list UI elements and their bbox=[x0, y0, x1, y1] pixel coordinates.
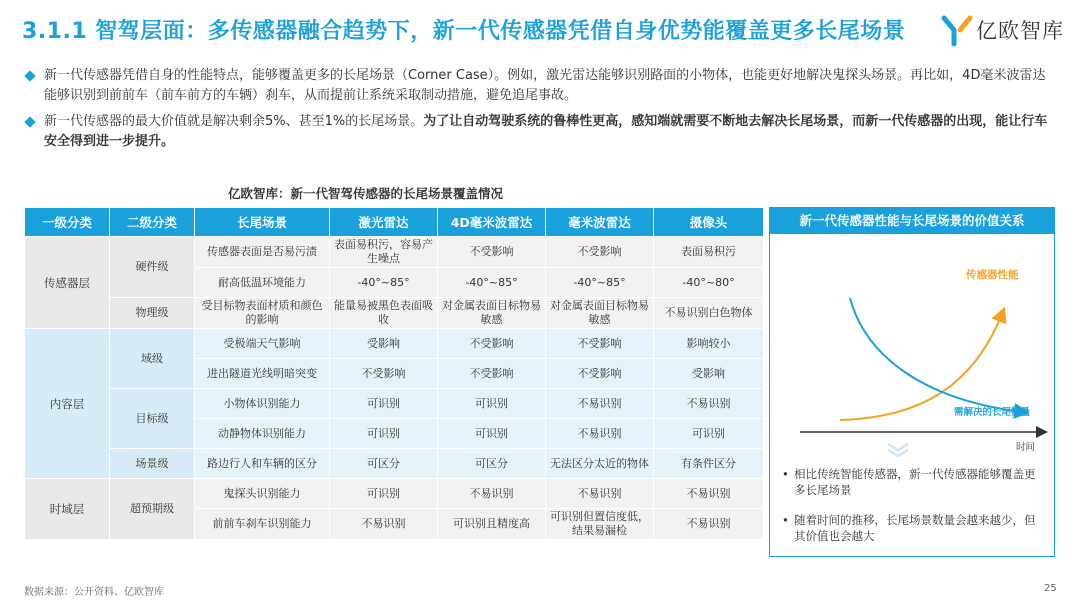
header-cell: 4D毫米波雷达 bbox=[438, 208, 546, 237]
scenario-cell: 耐高低温环境能力 bbox=[195, 268, 330, 298]
scenario-cell: 动静物体识别能力 bbox=[195, 419, 330, 449]
coverage-cell: 对金属表面目标物易敏感 bbox=[438, 298, 546, 329]
coverage-cell: 不易识别 bbox=[330, 509, 438, 540]
header-cell: 毫米波雷达 bbox=[546, 208, 654, 237]
coverage-cell: 不易识别 bbox=[546, 389, 654, 419]
bullet-list bbox=[26, 66, 1056, 158]
header-cell: 摄像头 bbox=[654, 208, 764, 237]
panel-note bbox=[782, 466, 1046, 498]
time-axis-label: 时间 bbox=[1016, 442, 1036, 453]
coverage-cell: 不易识别 bbox=[654, 509, 764, 540]
coverage-cell: 不受影响 bbox=[438, 359, 546, 389]
coverage-cell: 不易识别白色物体 bbox=[654, 298, 764, 329]
panel-note bbox=[782, 512, 1046, 544]
panel-note-text: 随着时间的推移，长尾场景数量会越来越少，但其价值也会越大 bbox=[794, 513, 1036, 543]
table-header-row bbox=[25, 208, 764, 237]
level1-category-cell: 内容层 bbox=[25, 329, 110, 479]
level2-category-cell: 硬件级 bbox=[110, 237, 195, 298]
table-row bbox=[25, 389, 764, 419]
bullet-dot-icon: • bbox=[782, 467, 789, 481]
coverage-cell: -40°~85° bbox=[546, 268, 654, 298]
level1-category-cell: 时域层 bbox=[25, 479, 110, 540]
coverage-cell: 可识别且精度高 bbox=[438, 509, 546, 540]
panel-title: 新一代传感器性能与长尾场景的价值关系 bbox=[770, 208, 1054, 234]
coverage-cell: 不受影响 bbox=[330, 359, 438, 389]
scenario-cell: 小物体识别能力 bbox=[195, 389, 330, 419]
header-cell: 二级分类 bbox=[110, 208, 195, 237]
coverage-cell: 可识别 bbox=[330, 479, 438, 509]
header-cell: 激光雷达 bbox=[330, 208, 438, 237]
level1-category-cell: 传感器层 bbox=[25, 237, 110, 329]
coverage-cell: -40°~85° bbox=[330, 268, 438, 298]
scenario-cell: 进出隧道光线明暗突变 bbox=[195, 359, 330, 389]
table-row bbox=[25, 237, 764, 268]
page-number: 25 bbox=[1044, 583, 1057, 594]
table-row bbox=[25, 298, 764, 329]
table-row bbox=[25, 479, 764, 509]
diamond-bullet-icon bbox=[24, 116, 35, 127]
coverage-cell: 可识别但置信度低，结果易漏检 bbox=[546, 509, 654, 540]
header-cell: 一级分类 bbox=[25, 208, 110, 237]
bullet-text: 新一代传感器凭借自身的性能特点，能够覆盖更多的长尾场景（Corner Case）。例如，激光雷达能够识别路面的小物体，也能更好地解决鬼探头场景。再比如，4D毫米波雷达能够识别到前前车（前车前方的车辆）刹车，从而提前让系统采取制动措施，避免追尾事故。 bbox=[44, 68, 1046, 103]
brand-logo bbox=[940, 12, 1064, 48]
scenario-cell: 传感器表面是否易污渍 bbox=[195, 237, 330, 268]
coverage-cell: 影响较小 bbox=[654, 329, 764, 359]
coverage-cell: 无法区分太近的物体 bbox=[546, 449, 654, 479]
logo-icon bbox=[940, 13, 974, 47]
level2-category-cell: 目标级 bbox=[110, 389, 195, 449]
scenario-cell: 鬼探头识别能力 bbox=[195, 479, 330, 509]
bullet-bold-text: 为了让自动驾驶系统的鲁棒性更高，感知端就需要不断地去解决长尾场景，而新一代传感器的出现，能让行车安全得到进一步提升。 bbox=[44, 114, 1048, 149]
scenario-cell: 受极端天气影响 bbox=[195, 329, 330, 359]
coverage-table bbox=[24, 207, 764, 540]
level2-category-cell: 超预期级 bbox=[110, 479, 195, 540]
bullet-item bbox=[26, 112, 1056, 152]
coverage-cell: 受影响 bbox=[330, 329, 438, 359]
coverage-cell: 不受影响 bbox=[546, 329, 654, 359]
coverage-cell: 不易识别 bbox=[654, 479, 764, 509]
coverage-cell: 可区分 bbox=[330, 449, 438, 479]
coverage-cell: 可识别 bbox=[654, 419, 764, 449]
performance-label: 传感器性能 bbox=[966, 269, 1019, 281]
coverage-cell: 不受影响 bbox=[546, 359, 654, 389]
header-cell: 长尾场景 bbox=[195, 208, 330, 237]
coverage-cell: 不易识别 bbox=[438, 479, 546, 509]
scenario-cell: 受目标物表面材质和颜色的影响 bbox=[195, 298, 330, 329]
longtail-label: 需解决的长尾数量 bbox=[954, 407, 1031, 418]
coverage-cell: 能量易被黑色表面吸收 bbox=[330, 298, 438, 329]
coverage-cell: -40°~80° bbox=[654, 268, 764, 298]
panel-note-text: 相比传统智能传感器，新一代传感器能够覆盖更多长尾场景 bbox=[794, 467, 1036, 497]
coverage-cell: 可识别 bbox=[330, 419, 438, 449]
page-title: 3.1.1 智驾层面：多传感器融合趋势下，新一代传感器凭借自身优势能覆盖更多长尾场景 bbox=[22, 19, 906, 44]
table-row bbox=[25, 449, 764, 479]
level2-category-cell: 物理级 bbox=[110, 298, 195, 329]
table-title: 亿欧智库：新一代智驾传感器的长尾场景覆盖情况 bbox=[228, 186, 504, 201]
chevron-down-icon bbox=[888, 444, 908, 450]
bullet-text: 新一代传感器的最大价值就是解决剩余5%、甚至1%的长尾场景。 bbox=[44, 114, 424, 129]
brand-name: 亿欧智库 bbox=[976, 19, 1064, 43]
coverage-cell: 表面易积污 bbox=[654, 237, 764, 268]
coverage-cell: 不受影响 bbox=[438, 329, 546, 359]
bullet-dot-icon: • bbox=[782, 513, 789, 527]
level2-category-cell: 域级 bbox=[110, 329, 195, 389]
coverage-cell: -40°~85° bbox=[438, 268, 546, 298]
scenario-cell: 路边行人和车辆的区分 bbox=[195, 449, 330, 479]
coverage-cell: 不易识别 bbox=[546, 419, 654, 449]
coverage-cell: 可识别 bbox=[330, 389, 438, 419]
value-relationship-panel bbox=[769, 207, 1055, 557]
coverage-cell: 可区分 bbox=[438, 449, 546, 479]
coverage-cell: 对金属表面目标物易敏感 bbox=[546, 298, 654, 329]
coverage-cell: 可识别 bbox=[438, 419, 546, 449]
source-note: 数据来源：公开资料、亿欧智库 bbox=[24, 587, 164, 598]
level2-category-cell: 场景级 bbox=[110, 449, 195, 479]
coverage-cell: 不受影响 bbox=[546, 237, 654, 268]
coverage-cell: 不易识别 bbox=[546, 479, 654, 509]
diamond-bullet-icon bbox=[24, 70, 35, 81]
coverage-cell: 表面易积污，容易产生噪点 bbox=[330, 237, 438, 268]
bullet-item bbox=[26, 66, 1056, 106]
coverage-cell: 有条件区分 bbox=[654, 449, 764, 479]
coverage-cell: 不易识别 bbox=[654, 389, 764, 419]
table-row bbox=[25, 329, 764, 359]
scenario-cell: 前前车刹车识别能力 bbox=[195, 509, 330, 540]
coverage-cell: 受影响 bbox=[654, 359, 764, 389]
coverage-cell: 不受影响 bbox=[438, 237, 546, 268]
coverage-cell: 可识别 bbox=[438, 389, 546, 419]
value-relationship-diagram bbox=[770, 234, 1054, 464]
